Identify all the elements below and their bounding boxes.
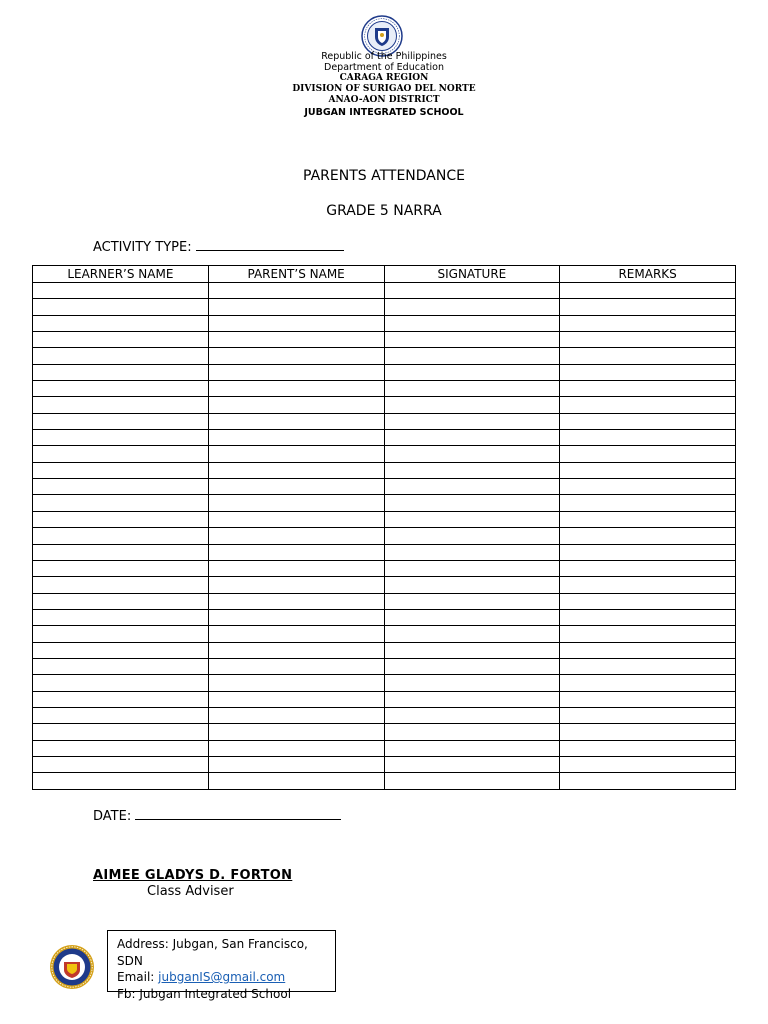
table-cell[interactable] [33,511,209,527]
table-cell[interactable] [208,544,384,560]
table-cell[interactable] [208,577,384,593]
table-cell[interactable] [208,348,384,364]
table-cell[interactable] [560,756,736,772]
activity-type-blank [196,238,344,251]
table-cell[interactable] [560,560,736,576]
table-cell[interactable] [560,397,736,413]
date-blank [135,807,341,820]
activity-type-label: ACTIVITY TYPE: [93,240,192,255]
school-seal-logo [49,944,95,990]
table-cell[interactable] [33,691,209,707]
table-cell[interactable] [384,413,560,429]
adviser-role: Class Adviser [147,884,234,899]
table-row [33,658,736,674]
table-cell[interactable] [384,528,560,544]
table-row [33,511,736,527]
table-row [33,691,736,707]
table-cell[interactable] [208,511,384,527]
table-row [33,675,736,691]
table-cell[interactable] [384,560,560,576]
table-cell[interactable] [208,446,384,462]
table-cell[interactable] [33,283,209,299]
table-row [33,707,736,723]
table-cell[interactable] [560,528,736,544]
table-cell[interactable] [384,691,560,707]
table-cell[interactable] [560,773,736,789]
table-cell[interactable] [384,495,560,511]
table-row [33,364,736,380]
table-cell[interactable] [384,609,560,625]
table-row [33,740,736,756]
table-cell[interactable] [384,299,560,315]
table-cell[interactable] [33,675,209,691]
table-cell[interactable] [384,740,560,756]
table-row [33,544,736,560]
table-cell[interactable] [384,626,560,642]
table-cell[interactable] [33,348,209,364]
table-cell[interactable] [560,740,736,756]
table-cell[interactable] [208,397,384,413]
table-cell[interactable] [208,658,384,674]
table-cell[interactable] [208,381,384,397]
table-cell[interactable] [560,691,736,707]
table-row [33,773,736,789]
header-republic: Republic of the Philippines [321,51,447,62]
table-cell[interactable] [384,756,560,772]
table-cell[interactable] [208,332,384,348]
table-cell[interactable] [33,740,209,756]
table-cell[interactable] [208,609,384,625]
table-cell[interactable] [33,626,209,642]
table-cell[interactable] [33,773,209,789]
table-cell[interactable] [33,560,209,576]
table-cell[interactable] [33,332,209,348]
table-cell[interactable] [384,446,560,462]
table-row [33,528,736,544]
header-region: CARAGA REGION [339,73,429,83]
table-cell[interactable] [33,364,209,380]
table-cell[interactable] [384,479,560,495]
contact-email-link[interactable]: jubganIS@gmail.com [158,970,286,984]
table-cell[interactable] [560,511,736,527]
table-row [33,479,736,495]
table-cell[interactable] [208,528,384,544]
table-cell[interactable] [560,593,736,609]
table-row [33,348,736,364]
contact-email-line [117,969,335,986]
table-row [33,397,736,413]
header-school: JUBGAN INTEGRATED SCHOOL [304,107,464,118]
header-district: ANAO-AON DISTRICT [328,95,440,105]
table-cell[interactable] [384,724,560,740]
table-cell[interactable] [208,773,384,789]
table-cell[interactable] [560,479,736,495]
table-cell[interactable] [208,364,384,380]
table-row [33,756,736,772]
table-row [33,381,736,397]
table-cell[interactable] [33,528,209,544]
table-cell[interactable] [384,707,560,723]
table-cell[interactable] [384,675,560,691]
table-cell[interactable] [208,626,384,642]
table-cell[interactable] [33,577,209,593]
table-row [33,446,736,462]
table-cell[interactable] [560,495,736,511]
table-cell[interactable] [33,315,209,331]
table-cell[interactable] [33,446,209,462]
table-cell[interactable] [560,707,736,723]
table-row [33,609,736,625]
table-cell[interactable] [208,430,384,446]
table-cell[interactable] [560,544,736,560]
table-cell[interactable] [384,544,560,560]
table-cell[interactable] [560,315,736,331]
table-cell[interactable] [560,430,736,446]
table-row [33,332,736,348]
attendance-table-body [33,283,736,790]
table-cell[interactable] [384,397,560,413]
table-cell[interactable] [560,446,736,462]
table-cell[interactable] [384,773,560,789]
table-cell[interactable] [208,675,384,691]
table-row [33,577,736,593]
table-header-row [33,266,736,283]
table-cell[interactable] [33,430,209,446]
table-cell[interactable] [33,381,209,397]
table-cell[interactable] [384,593,560,609]
table-cell[interactable] [208,707,384,723]
contact-address: Address: Jubgan, San Francisco, SDN [117,937,308,968]
table-cell[interactable] [560,609,736,625]
activity-type-field [93,238,344,255]
table-row [33,462,736,478]
table-cell[interactable] [208,691,384,707]
table-cell[interactable] [560,381,736,397]
attendance-table [32,265,736,790]
table-cell[interactable] [33,495,209,511]
table-cell[interactable] [33,397,209,413]
table-row [33,315,736,331]
date-field [93,807,341,824]
table-cell[interactable] [384,462,560,478]
table-cell[interactable] [560,577,736,593]
table-cell[interactable] [384,283,560,299]
table-cell[interactable] [208,560,384,576]
table-cell[interactable] [33,724,209,740]
table-cell[interactable] [384,315,560,331]
table-cell[interactable] [33,479,209,495]
column-parent-name: PARENT’S NAME [208,266,384,283]
contact-box [107,930,336,1001]
table-row [33,430,736,446]
table-cell[interactable] [33,544,209,560]
page-subtitle: GRADE 5 NARRA [326,203,442,219]
table-cell[interactable] [208,495,384,511]
page-title: PARENTS ATTENDANCE [303,168,465,184]
table-row [33,283,736,299]
table-cell[interactable] [560,283,736,299]
table-cell[interactable] [560,332,736,348]
table-cell[interactable] [208,593,384,609]
table-cell[interactable] [560,658,736,674]
table-row [33,495,736,511]
table-cell[interactable] [33,756,209,772]
table-row [33,593,736,609]
table-cell[interactable] [560,364,736,380]
table-row [33,724,736,740]
header-department: Department of Education [324,62,444,73]
table-cell[interactable] [33,658,209,674]
table-cell[interactable] [33,462,209,478]
table-cell[interactable] [208,315,384,331]
header-division: DIVISION OF SURIGAO DEL NORTE [292,84,476,94]
contact-email-label: Email: [117,970,155,984]
table-cell[interactable] [560,413,736,429]
table-cell[interactable] [384,348,560,364]
table-cell[interactable] [560,626,736,642]
table-cell[interactable] [33,413,209,429]
table-cell[interactable] [208,299,384,315]
table-cell[interactable] [384,381,560,397]
table-cell[interactable] [560,675,736,691]
table-cell[interactable] [208,724,384,740]
table-cell[interactable] [33,707,209,723]
table-cell[interactable] [384,642,560,658]
table-row [33,560,736,576]
table-cell[interactable] [208,740,384,756]
table-cell[interactable] [208,462,384,478]
table-cell[interactable] [384,658,560,674]
table-cell[interactable] [208,756,384,772]
table-cell[interactable] [208,642,384,658]
column-learner-name: LEARNER’S NAME [33,266,209,283]
table-row [33,413,736,429]
table-row [33,299,736,315]
table-cell[interactable] [384,577,560,593]
table-cell[interactable] [33,593,209,609]
table-cell[interactable] [208,283,384,299]
table-cell[interactable] [384,332,560,348]
table-cell[interactable] [560,462,736,478]
table-cell[interactable] [384,511,560,527]
table-cell[interactable] [33,299,209,315]
table-cell[interactable] [560,348,736,364]
table-cell[interactable] [208,479,384,495]
table-cell[interactable] [384,364,560,380]
table-cell[interactable] [33,642,209,658]
table-cell[interactable] [208,413,384,429]
table-cell[interactable] [33,609,209,625]
column-signature: SIGNATURE [384,266,560,283]
date-label: DATE: [93,809,132,824]
contact-facebook: Fb: Jubgan Integrated School [117,986,292,1001]
adviser-name: AIMEE GLADYS D. FORTON [93,868,293,883]
table-row [33,626,736,642]
table-cell[interactable] [560,642,736,658]
table-row [33,642,736,658]
column-remarks: REMARKS [560,266,736,283]
table-cell[interactable] [560,299,736,315]
table-cell[interactable] [384,430,560,446]
table-cell[interactable] [560,724,736,740]
